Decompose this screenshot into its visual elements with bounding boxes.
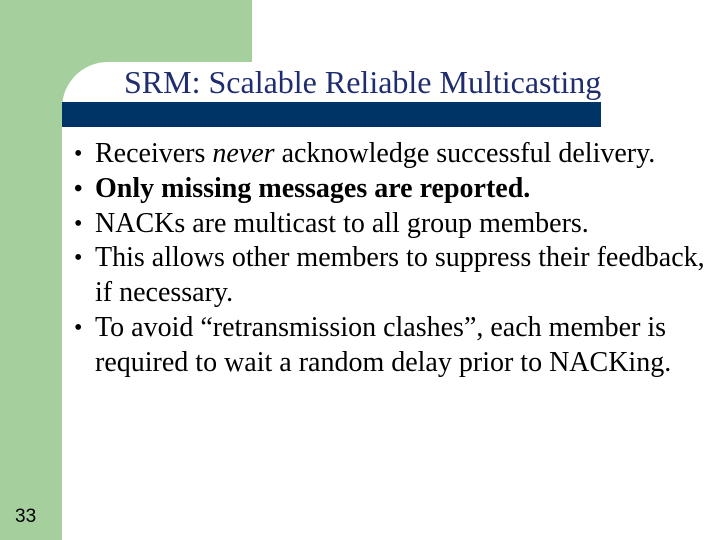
bullet-text: This allows other members to suppress their feedback, if necessary.	[95, 242, 705, 309]
green-side-panel	[0, 0, 62, 540]
bullet-icon: •	[74, 175, 83, 202]
bullet-item	[74, 311, 714, 381]
title-underline-bar	[62, 102, 601, 127]
bullet-item	[74, 137, 714, 172]
bullet-icon: •	[74, 210, 83, 237]
bullet-list	[74, 137, 714, 381]
slide-title: SRM: Scalable Reliable Multicasting	[124, 64, 602, 100]
bullet-text: Only missing messages are reported.	[95, 172, 531, 204]
bullet-text: acknowledge successful delivery.	[274, 138, 656, 169]
bullet-emphasis: never	[212, 138, 275, 169]
bullet-item	[74, 172, 714, 207]
bullet-text: Receivers	[95, 138, 213, 169]
bullet-icon: •	[74, 314, 83, 341]
bullet-icon: •	[74, 141, 83, 167]
bullet-item	[74, 241, 714, 311]
bullet-item	[74, 207, 714, 242]
bullet-text: NACKs are multicast to all group members.	[95, 207, 589, 239]
page-number: 33	[15, 506, 37, 527]
bullet-icon: •	[74, 245, 83, 272]
bullet-text: To avoid “retransmission clashes”, each member is required to wait a random delay prior to NACKing.	[95, 311, 672, 378]
